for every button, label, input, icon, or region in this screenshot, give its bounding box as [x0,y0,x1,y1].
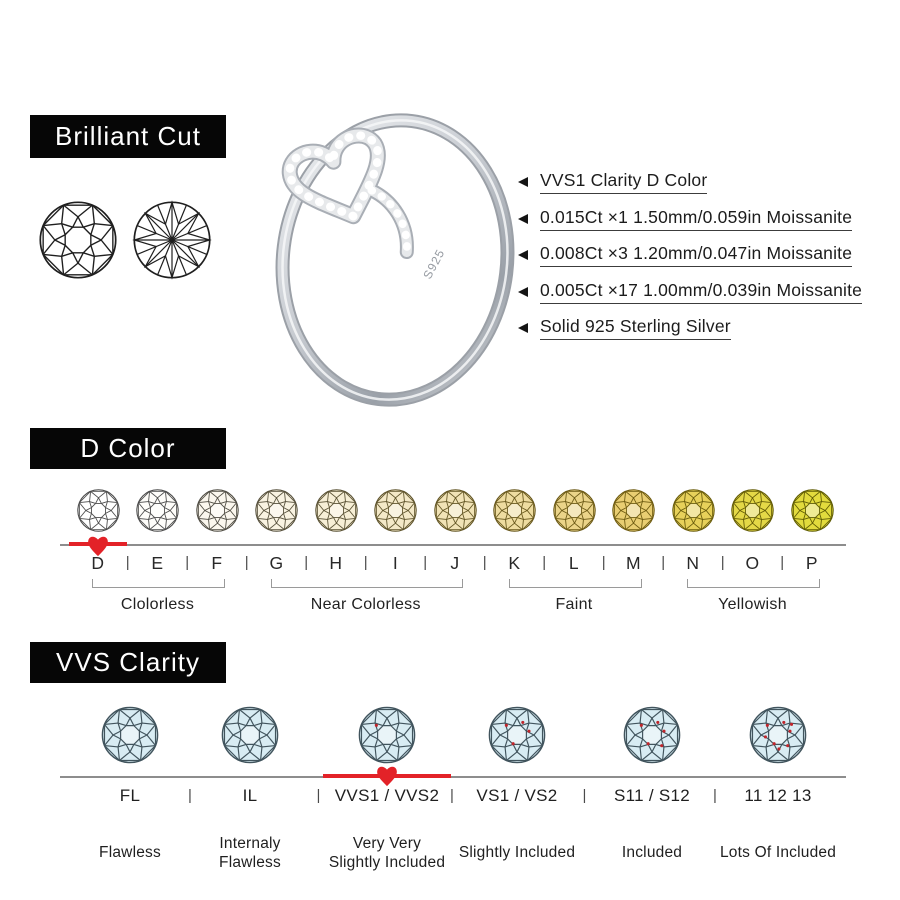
clarity-grade-description-5: Lots Of Included [719,844,837,862]
color-grade-letter-I: I [392,553,399,573]
clarity-grade-separator: | [713,787,717,804]
brilliant-cut-label-text: Brilliant Cut [55,121,201,151]
clarity-grade-description-0: Flawless [99,844,161,862]
color-grade-separator: | [780,554,785,571]
clarity-grade-gem-3 [487,705,547,765]
clarity-grade-gem-0 [100,705,160,765]
color-grade-separator: | [661,554,666,571]
color-grade-separator: | [125,554,130,571]
color-grade-separator: | [363,554,368,571]
color-grade-separator: | [304,554,309,571]
clarity-grade-gem-1 [220,705,280,765]
color-grade-letter-H: H [329,553,343,573]
clarity-grade-label-0: FL [119,786,141,805]
ring-engraving: S925 [420,246,448,282]
color-group-label: Near Colorless [310,596,421,613]
clarity-grade-separator: | [316,787,321,804]
color-grade-letter-E: E [151,553,164,573]
spec-text: 0.008Ct ×3 1.20mm/0.047in Moissanite [540,243,852,267]
color-grade-letter-N: N [686,553,700,573]
clarity-grade-gem-5 [748,705,808,765]
clarity-grade-separator: | [188,787,192,804]
color-grade-separator: | [482,554,487,571]
color-grade-letter-L: L [568,553,580,573]
clarity-grade-label-1: IL [242,786,258,805]
spec-text: 0.015Ct ×1 1.50mm/0.059in Moissanite [540,207,852,231]
color-group-label: Faint [555,596,593,613]
clarity-grade-description-1: Internaly Flawless [219,834,281,871]
color-grade-letter-G: G [269,553,284,573]
d-color-label-text: D Color [80,433,176,463]
color-grade-letter-P: P [805,553,819,573]
color-grade-letter-K: K [508,553,521,573]
clarity-grade-separator: | [582,787,587,804]
color-grade-letter-F: F [211,553,223,573]
clarity-grade-separator: | [450,787,454,804]
color-group-label: Yellowish [718,596,787,613]
color-grade-letter-J: J [450,553,460,573]
clarity-grade-label-5: 11 12 13 [744,786,812,805]
color-grade-letter-O: O [745,553,760,573]
clarity-scale-line [60,776,846,778]
clarity-grade-gem-2 [357,705,417,765]
clarity-grade-description-2: Very Very Slightly Included [328,834,446,871]
color-grade-letter-M: M [625,553,642,573]
clarity-selected-heart-marker [375,765,399,787]
clarity-grade-gem-4 [622,705,682,765]
color-grade-separator: | [185,554,190,571]
color-grade-separator: | [423,554,428,571]
color-grade-letter-D: D [91,553,105,573]
color-grade-separator: | [601,554,606,571]
color-grade-separator: | [542,554,547,571]
clarity-grade-label-4: S11 / S12 [613,786,691,805]
clarity-grade-description-4: Included [621,844,683,862]
spec-text: Solid 925 Sterling Silver [540,316,731,340]
spec-text: VVS1 Clarity D Color [540,170,707,194]
color-grade-separator: | [244,554,249,571]
clarity-grade-label-3: VS1 / VS2 [476,786,558,805]
spec-text: 0.005Ct ×17 1.00mm/0.039in Moissanite [540,280,862,304]
vvs-clarity-label-text: VVS Clarity [56,647,200,677]
color-grade-separator: | [720,554,725,571]
clarity-grade-description-3: Slightly Included [458,844,576,862]
color-group-label: Clolorless [120,596,195,613]
clarity-grade-label-2: VVS1 / VVS2 [334,786,440,805]
